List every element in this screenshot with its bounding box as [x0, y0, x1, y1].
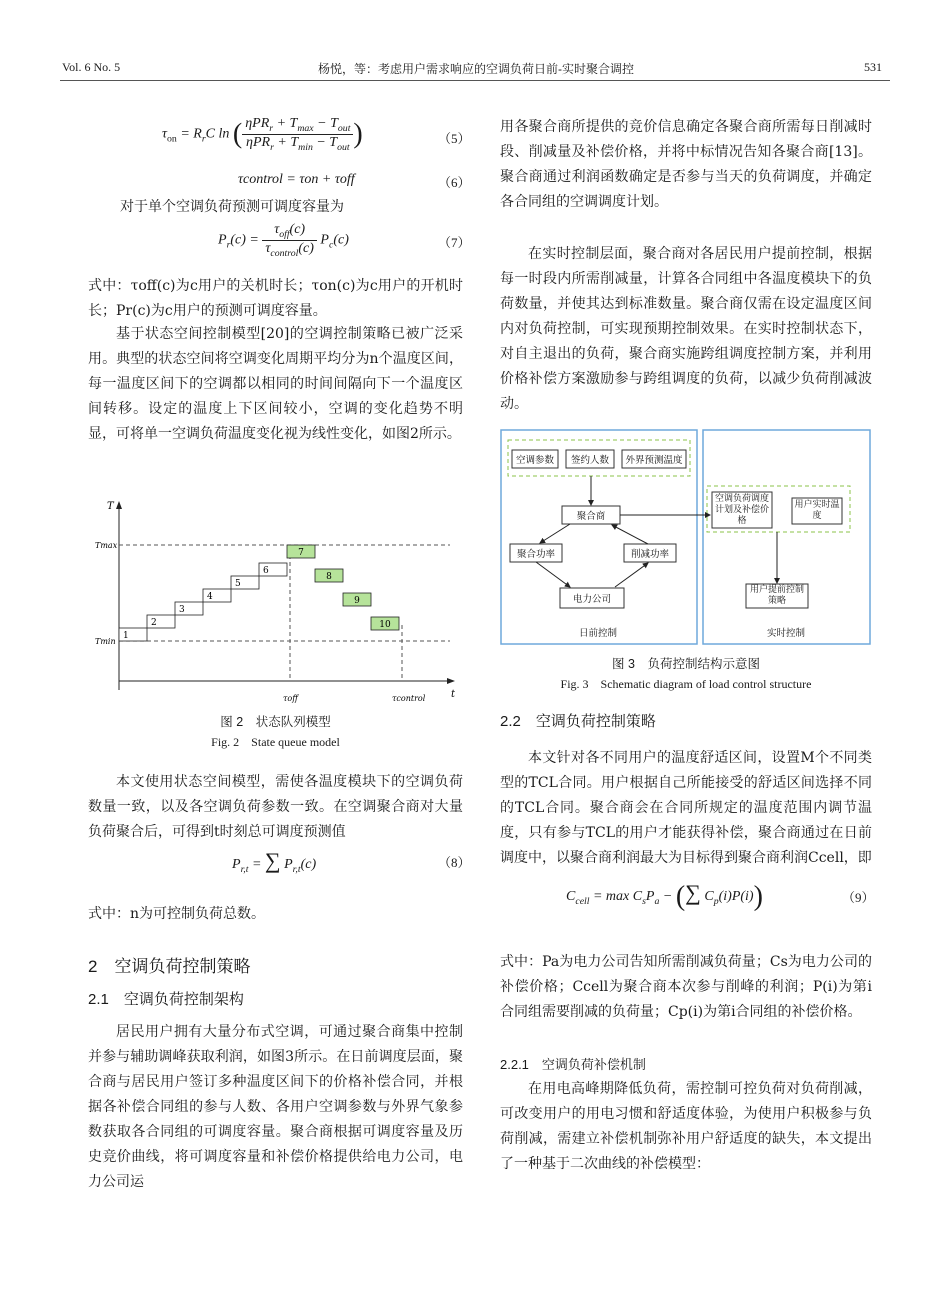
aggregator-label: 聚合商 [576, 511, 606, 522]
agg-power-label: 聚合功率 [516, 549, 556, 560]
ac-params-label: 空调参数 [515, 455, 555, 466]
cut-power-label: 削减功率 [630, 549, 670, 560]
arrow-aggregator-to-aggpower [540, 524, 570, 543]
paragraph-compensation: 在用电高峰期降低负荷，需控制可控负荷对负荷削减，可改变用户的用电习惯和舒适度体验，为使用户积极参与负荷削减，需建立补偿机制弥补用户舒适度的缺失，本文提出了一种基于二次曲线的补偿模型： [500, 1081, 872, 1172]
green-state-block-label: 10 [379, 620, 391, 630]
equation-9: $C_{cell} = \max C_sP_a$ − (∑ $C_p(i)P(i)$) [566, 880, 763, 912]
user-strategy-label: 用户提前控制策略 [749, 585, 804, 606]
paragraph-utility-bidding: 用各聚合商所提供的竞价信息确定各聚合商所需每日削减时段、削减量及补偿价格，并将中标情况告知各聚合商[13]。聚合商通过利润函数确定是否参与当天的负荷调度，并确定各合同组的空调调度计划。 [500, 119, 872, 210]
x-axis-label: t [451, 689, 456, 700]
figure-2-caption-en: Fig. 2 State queue model [211, 735, 340, 749]
utility-label: 电力公司 [572, 594, 612, 605]
arrow-cutpower-to-aggregator [612, 525, 648, 544]
green-steps [287, 545, 399, 630]
state-block-label: 3 [179, 605, 185, 615]
equation-7-number: （7） [438, 235, 471, 250]
figure-3-caption-cn: 图 3 负荷控制结构示意图 [612, 657, 760, 671]
dayahead-label: 日前控制 [578, 628, 618, 639]
equation-5-number: （5） [438, 131, 471, 146]
section-2-heading: 2 空调负荷控制策略 [88, 957, 251, 976]
paragraph-tcl-contracts: 本文针对各不同用户的温度舒适区间，设置M个不同类型的TCL合同。用户根据自己所能接受的舒适区间选择不同的TCL合同。聚合商会在合同所规定的温度范围内调节温度，只有参与TCL的用户才能获得补偿，聚合商通过在日前调度中，以聚合商利润最大为目标得到聚合商利润Ccell，即 [500, 750, 872, 866]
y-axis-label: T [107, 501, 114, 512]
tcontrol-label: τcontrol [392, 694, 426, 703]
y-axis-arrow [116, 501, 122, 509]
state-block-label: 6 [263, 566, 269, 576]
equation-5: $\tau_{on} = R_rC$ ln ( $\frac{\eta PR_r + T_{max} - T_{out}}{\eta PR_r + T_{min} - T_{out}}$ ) [162, 116, 363, 153]
tmin-label: Tmin [95, 637, 116, 646]
paragraph-architecture: 居民用户拥有大量分布式空调，可通过聚合商集中控制并参与辅助调峰获取利润，如图3所示。在日前调度层面，聚合商与居民用户签订多种温度区间下的价格补偿合同，并根据各补偿合同组的参与人数、各用户空调参数与外界气象参数获取各合同组的可调度容量。聚合商根据可调度容量及历史竞价曲线，将可调度容量和补偿价格提供给电力公司，电力公司运 [88, 1024, 463, 1190]
x-axis-arrow [447, 678, 455, 684]
section-2-2-1-heading: 2.2.1 空调负荷补偿机制 [500, 1057, 646, 1072]
state-block-label: 4 [207, 592, 213, 602]
state-block-label: 5 [235, 579, 241, 589]
equation-9-number: （9） [842, 890, 875, 905]
equation-7: $P_r(c)$ = $\frac{\tau_{off}(c)}{\tau_{control}(c)}$ $P_c(c)$ [218, 222, 349, 259]
figure-2-state-queue [95, 495, 465, 705]
figure-3-control-structure [500, 428, 872, 646]
realtime-label: 实时控制 [766, 628, 806, 639]
white-steps [119, 563, 287, 641]
realtime-frame [703, 430, 870, 644]
state-block-label: 1 [123, 631, 129, 641]
header-page-number: 531 [864, 60, 882, 74]
paragraph-state-space: 基于状态空间控制模型[20]的空调控制策略已被广泛采用。典型的状态空间将空调变化周期平均分为n个温度区间，每一温度区间下的空调都以相同的时间间隔向下一个温度区间转移。设定的温度上下区间较小，空调的变化趋势不明显，可将单一空调负荷温度变化视为线性变化，如图2所示。 [88, 326, 463, 442]
equation-8-number: （8） [438, 855, 471, 870]
state-block-label: 2 [151, 618, 157, 628]
signed-count-label: 签约人数 [570, 455, 610, 466]
paragraph-realtime-control: 在实时控制层面，聚合商对各居民用户提前控制，根据每一时段内所需削减量，计算各合同组中各温度模块下的负荷数量，并使其达到标准数量。聚合商仅需在设定温度区间内对负荷控制，可实现预期控制效果。在实时控制状态下，对自主退出的负荷，聚合商实施跨组调度控制方案，并利用价格补偿方案激励参与跨组调度的负荷，以减少负荷削减波动。 [500, 246, 872, 412]
section-2-2-heading: 2.2 空调负荷控制策略 [500, 713, 656, 730]
equation-6-number: （6） [438, 175, 471, 190]
figure-2-caption-cn: 图 2 状态队列模型 [220, 715, 331, 729]
green-state-block-label: 8 [326, 572, 332, 582]
schedule-label: 空调负荷调度计划及补偿价格 [714, 494, 769, 526]
tmax-label: Tmax [95, 541, 118, 550]
user-temp-label: 用户实时温度 [794, 500, 840, 521]
header-volume: Vol. 6 No. 5 [62, 60, 121, 74]
green-state-block-label: 9 [354, 596, 360, 606]
figure-3-caption-en: Fig. 3 Schematic diagram of load control structure [560, 677, 812, 691]
header-title: 杨悦，等：考虑用户需求响应的空调负荷日前-实时聚合调控 [318, 62, 634, 76]
equation-8: $P_{r,t}$ = ∑ $P_{r,t}(c)$ [232, 848, 317, 875]
weather-label: 外界预测温度 [625, 455, 683, 466]
toff-label: τoff [283, 694, 298, 703]
header-rule [60, 80, 890, 81]
arrow-utility-to-cutpower [615, 563, 648, 587]
eq7-intro: 对于单个空调负荷预测可调度容量为 [120, 199, 344, 215]
equation-9-legend: 式中：Pa为电力公司告知所需削减负荷量；Cs为电力公司的补偿价格；Ccell为聚合商本次参与削峰的利润；P(i)为第i合同组需要削减的负荷量；Cp(i)为第i合同组的补偿价格。 [500, 954, 872, 1020]
equation-8-legend: 式中：n为可控制负荷总数。 [88, 906, 266, 922]
equation-6: τcontrol = τon + τoff [238, 172, 355, 187]
section-2-1-heading: 2.1 空调负荷控制架构 [88, 991, 244, 1008]
arrow-aggpower-to-utility [536, 562, 570, 587]
equation-7-legend: 式中：τoff(c)为c用户的关机时长；τon(c)为c用户的开机时长；Pr(c)为c用户的预测可调度容量。 [88, 278, 463, 319]
paragraph-aggregation: 本文使用状态空间模型，需使各温度模块下的空调负荷数量一致，以及各空调负荷参数一致。在空调聚合商对大量负荷聚合后，可得到t时刻总可调度预测值 [88, 774, 463, 840]
green-state-block-label: 7 [298, 548, 304, 558]
